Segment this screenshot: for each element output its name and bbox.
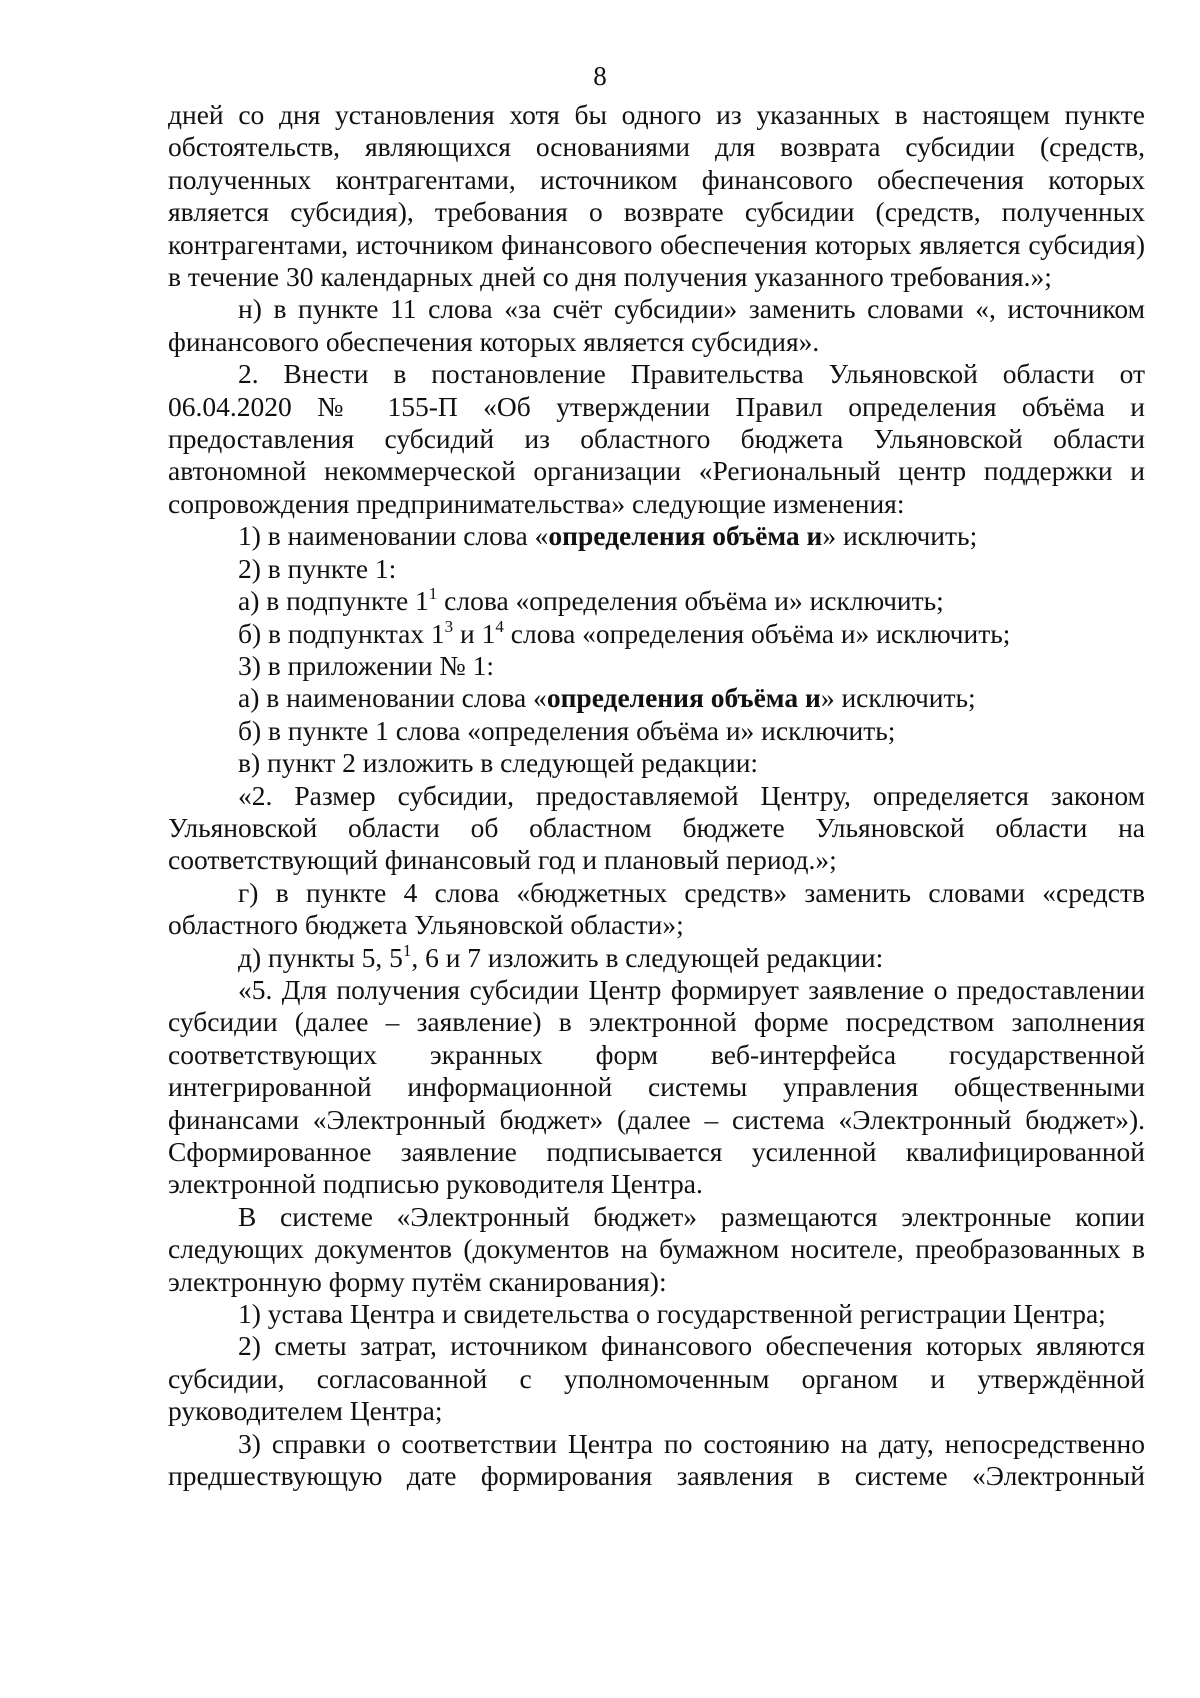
paragraph-item-3b: б) в пункте 1 слова «определения объёма и» исключить;	[238, 714, 896, 746]
superscript: 3	[444, 616, 454, 636]
paragraph-continuation: дней со дня установления хотя бы одного из указанных в настоящем пункте обстоятельств, являющихся основаниями для возврата субсидии (средств, полученных контрагентами, источником финансового обеспечения которых является субсидия), требования о возврате субсидии (средств, полученных контрагентами, источником финансового обеспечения которых является субсидия) в течение 30 календарных дней со дня получения указанного требования.»;	[168, 99, 1145, 293]
paragraph-item-3d	[168, 942, 1145, 974]
text-fragment: и 1	[453, 617, 496, 649]
paragraph-item-n: н) в пункте 11 слова «за счёт субсидии» заменить словами «, источником финансового обеспечения которых является субсидия».	[168, 293, 1145, 357]
bold-fragment: определения объёма и	[548, 520, 823, 552]
paragraph-item-2a	[168, 585, 1145, 617]
paragraph-documents-intro: В системе «Электронный бюджет» размещаются электронные копии следующих документов (документов на бумажном носителе, преобразованных в электронную форму путём сканирования):	[168, 1200, 1145, 1297]
text-fragment: 1) в наименовании слова «	[238, 520, 549, 552]
paragraph-quote-5: «5. Для получения субсидии Центр формирует заявление о предоставлении субсидии (далее – заявление) в электронной форме посредством заполнения соответствующих экранных форм веб-интерфейса государственной интегрированной информационной системы управления общественными финансами «Электронный бюджет» (далее – система «Электронный бюджет»). Сформированное заявление подписывается усиленной квалифицированной электронной подписью руководителя Центра.	[168, 973, 1145, 1200]
superscript: 4	[495, 616, 504, 636]
superscript: 1	[428, 584, 438, 604]
paragraph-section-2: 2. Внести в постановление Правительства Ульяновской области от 06.04.2020 № 155-П «Об утверждении Правил определения объёма и предоставления субсидий из областного бюджета Ульяновской области автономной некоммерческой организации «Региональный центр поддержки и сопровождения предпринимательства» следующие изменения:	[168, 358, 1145, 519]
superscript: 1	[402, 940, 412, 960]
text-fragment: » исключить;	[822, 520, 978, 552]
paragraph-item-3v: в) пункт 2 изложить в следующей редакции:	[238, 747, 759, 779]
paragraph-item-2b	[168, 618, 1145, 650]
document-body	[168, 99, 1145, 1492]
paragraph-document-2: 2) сметы затрат, источником финансового обеспечения которых являются субсидии, согласованной с уполномоченным органом и утверждённой руководителем Центра;	[168, 1330, 1145, 1427]
paragraph-item-3g: г) в пункте 4 слова «бюджетных средств» заменить словами «средств областного бюджета Ульяновской области»;	[168, 876, 1145, 941]
paragraph-item-3a	[168, 682, 1145, 714]
page-number: 8	[593, 61, 607, 91]
text-fragment: » исключить;	[820, 682, 976, 714]
text-fragment: а) в подпункте 1	[238, 585, 429, 617]
text-fragment: а) в наименовании слова «	[238, 682, 547, 714]
text-fragment: д) пункты 5, 5	[238, 941, 403, 973]
bold-fragment: определения объёма и	[546, 682, 821, 714]
text-fragment: , 6 и 7 изложить в следующей редакции:	[411, 941, 884, 973]
text-fragment: слова «определения объёма и» исключить;	[437, 585, 944, 617]
paragraph-item-2: 2) в пункте 1:	[238, 552, 397, 584]
paragraph-item-3: 3) в приложении № 1:	[238, 649, 494, 681]
paragraph-quote-2: «2. Размер субсидии, предоставляемой Центру, определяется законом Ульяновской области об областном бюджете Ульяновской области на соответствующий финансовый год и плановый период.»;	[168, 779, 1145, 876]
paragraph-document-3: 3) справки о соответствии Центра по состоянию на дату, непосредственно предшествующую дате формирования заявления в системе «Электронный	[168, 1427, 1145, 1492]
text-fragment: слова «определения объёма и» исключить;	[503, 617, 1011, 649]
paragraph-item-1	[168, 520, 1145, 552]
paragraph-document-1: 1) устава Центра и свидетельства о государственной регистрации Центра;	[238, 1298, 1106, 1330]
text-fragment: б) в подпунктах 1	[238, 617, 445, 649]
